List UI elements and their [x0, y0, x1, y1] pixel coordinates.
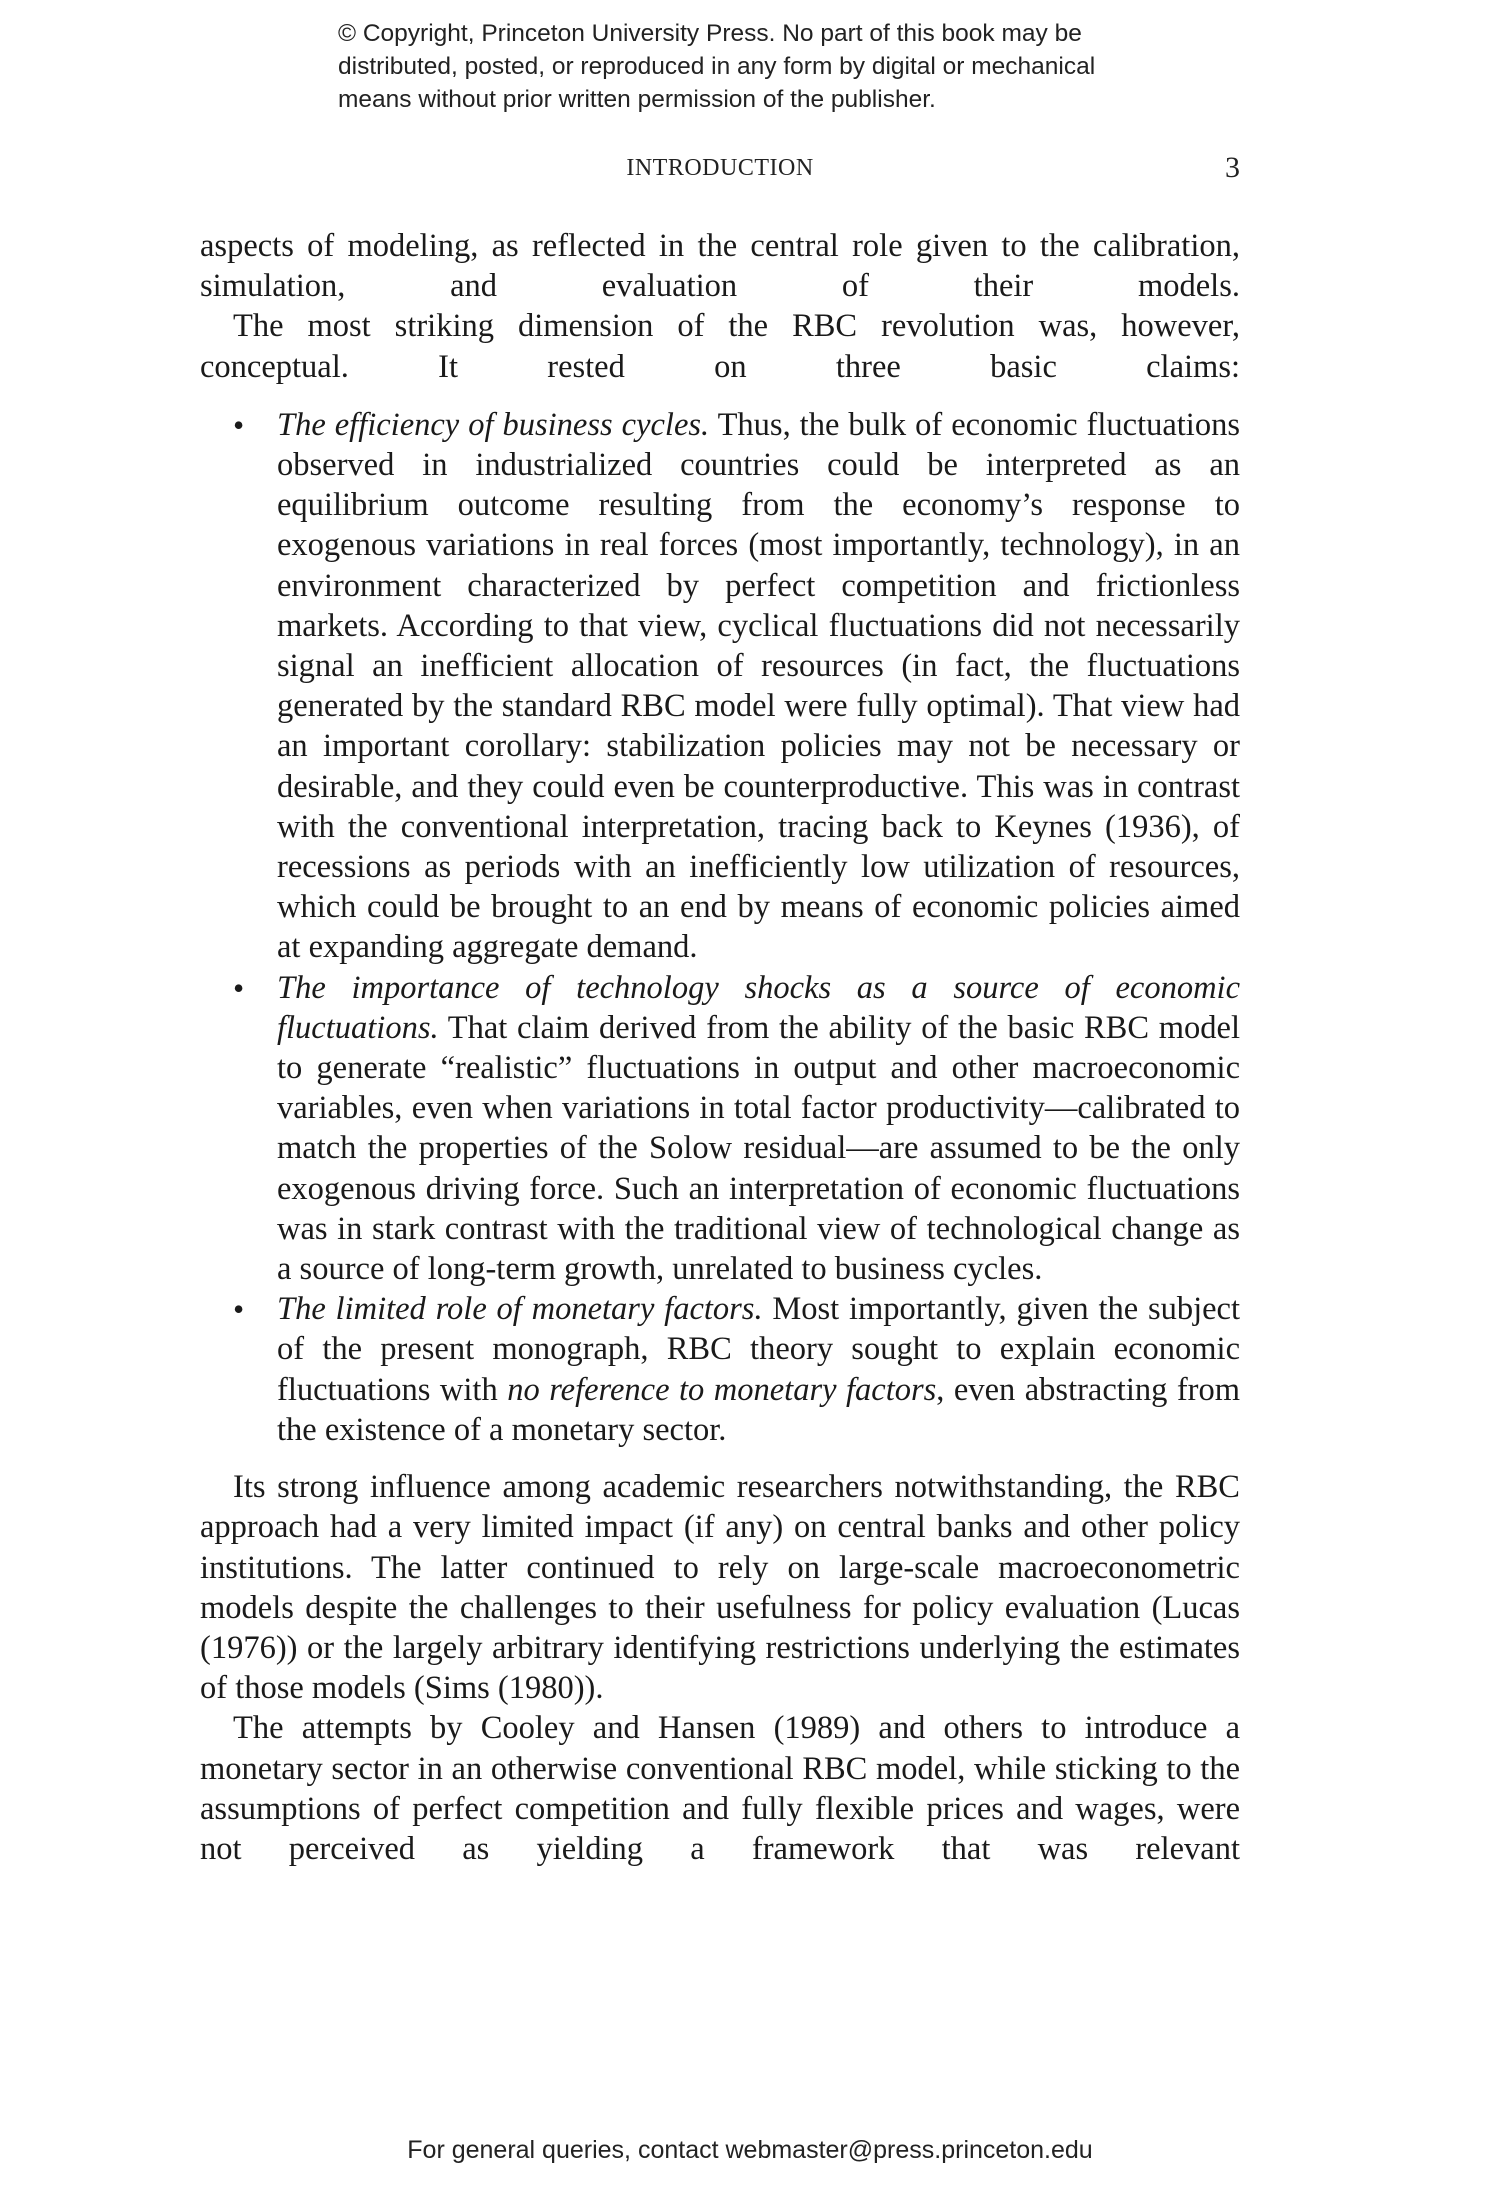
claim-title: The limited role of monetary factors.	[277, 1291, 763, 1328]
claim-item	[233, 1289, 1241, 1450]
running-head	[200, 151, 1240, 191]
bullet-icon: •	[233, 969, 245, 1006]
paragraph-attempts: The attempts by Cooley and Hansen (1989) and others to introduce a monetary sector in an otherwise conventional RBC model, while sticking to the assumptions of perfect competition and fully flexible prices and wages, were not perceived as yielding a framework that was relevant	[200, 1710, 1240, 1867]
copyright-line: © Copyright, Princeton University Press. No part of this book may be	[338, 20, 1082, 47]
page-number: 3	[1225, 151, 1240, 184]
claim-text: Most importantly, given the subject of the present monograph, RBC theory sought to explain economic fluctuations with	[277, 1291, 1241, 1408]
copyright-line: distributed, posted, or reproduced in any form by digital or mechanical	[338, 53, 1096, 80]
copyright-line: means without prior written permission of the publisher.	[338, 86, 936, 113]
footer-contact: For general queries, contact webmaster@press.princeton.edu	[407, 2136, 1093, 2164]
paragraph-influence: Its strong influence among academic researchers notwithstanding, the RBC approach had a very limited impact (if any) on central banks and other policy institutions. The latter continued to rely on large-scale macroeconometric models despite the challenges to their usefulness for policy evaluation (Lucas (1976)) or the largely arbitrary identifying restrictions underlying the estimates of those models (Sims (1980)).	[200, 1469, 1240, 1707]
paragraph-continuation: aspects of modeling, as reflected in the central role given to the calibration, simulation, and evaluation of their models.	[200, 228, 1240, 305]
paragraph-rbc-revolution: The most striking dimension of the RBC revolution was, however, conceptual. It rested on three basic claims:	[200, 308, 1240, 385]
claims-list	[200, 405, 1240, 1450]
bullet-icon: •	[233, 1291, 245, 1328]
claim-title: The efficiency of business cycles.	[277, 406, 710, 443]
claim-text: Thus, the bulk of economic fluctuations observed in industrialized countries could be interpreted as an equilibrium outcome resulting from the economy’s response to exogenous variations in real forces (most importantly, technology), in an environment characterized by perfect competition and frictionless markets. According to that view, cyclical fluctuations did not necessarily signal an inefficient allocation of resources (in fact, the fluctuations generated by the standard RBC model were fully optimal). That view had an important corollary: stabilization policies may not be necessary or desirable, and they could even be counterproductive. This was in contrast with the conventional interpretation, tracing back to Keynes (1936), of recessions as periods with an inefficiently low utilization of resources, which could be brought to an end by means of economic policies aimed at expanding aggregate demand.	[277, 406, 1240, 966]
bullet-icon: •	[233, 406, 245, 443]
page-body	[200, 226, 1240, 1869]
claim-item	[233, 405, 1240, 968]
claim-item	[233, 968, 1240, 1290]
claim-text-end: , even abstracting from the existence of a monetary sector.	[277, 1371, 1241, 1448]
claim-title: The importance of technology shocks as a source of economic fluctuations.	[277, 969, 1240, 1046]
running-head-title: INTRODUCTION	[626, 155, 814, 181]
copyright-notice	[338, 17, 1238, 116]
claim-emphasis: no reference to monetary factors	[507, 1371, 937, 1408]
claim-text: That claim derived from the ability of the basic RBC model to generate “realistic” fluctuations in output and other macroeconomic variables, even when variations in total factor productivity—calibrated to match the properties of the Solow residual—are assumed to be the only exogenous driving force. Such an interpretation of economic fluctuations was in stark contrast with the traditional view of technological change as a source of long-term growth, unrelated to business cycles.	[277, 1009, 1240, 1288]
